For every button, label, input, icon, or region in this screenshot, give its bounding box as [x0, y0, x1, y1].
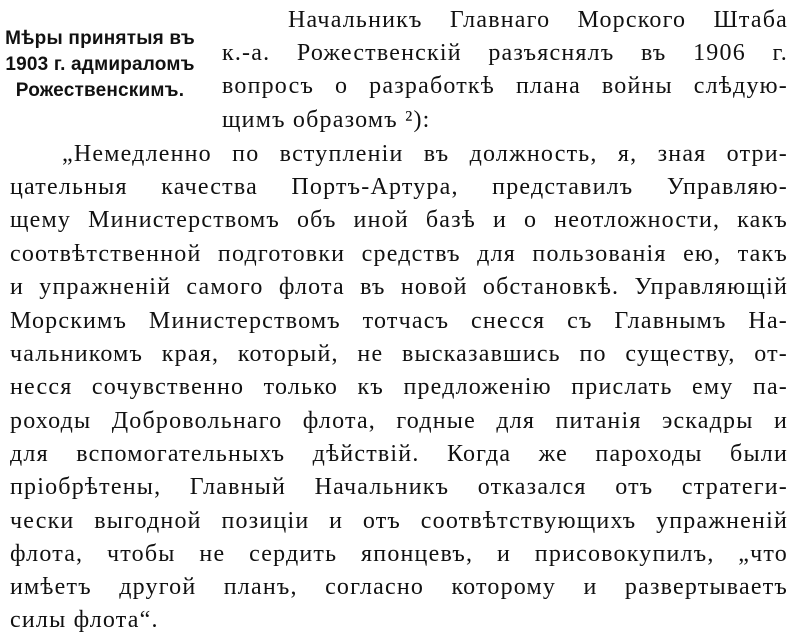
margin-note-line: Рожественскимъ. — [15, 80, 185, 101]
margin-note — [0, 26, 200, 104]
text-line: и упражненій самого флота въ новой обстановкѣ. Управляющій — [10, 274, 788, 300]
text-line: вопросъ о разработкѣ плана войны слѣдую- — [222, 73, 788, 99]
margin-note-line: Мѣры принятыя въ — [5, 28, 195, 49]
text-line: Начальникъ Главнаго Морского Штаба — [288, 7, 788, 33]
text-line: „Немедленно по вступленіи въ должность, я, зная отри- — [62, 141, 788, 167]
text-line: пріобрѣтены, Главный Начальникъ отказался отъ стратеги- — [10, 474, 788, 500]
text-line: к.-а. Рожественскій разъяснялъ въ 1906 г. — [222, 40, 788, 66]
text-line: флота, чтобы не сердить японцевъ, и присовокупилъ, „что — [10, 541, 788, 567]
text-line: соотвѣтственной подготовки средствъ для пользованія ею, такъ — [10, 241, 788, 267]
margin-note-line: 1903 г. адмираломъ — [5, 54, 195, 75]
text-line: силы флота“. — [10, 607, 159, 633]
text-line: цательныя качества Портъ-Артура, представилъ Управляю- — [10, 174, 788, 200]
text-line: щему Министерствомъ объ иной базѣ и о неотложности, какъ — [10, 207, 788, 233]
text-line: чески выгодной позиціи и отъ соотвѣтствующихъ упражненій — [10, 508, 788, 534]
text-line: Морскимъ Министерствомъ тотчасъ снесся съ Главнымъ На- — [10, 308, 788, 334]
text-line: щимъ образомъ ²): — [222, 107, 431, 133]
text-line: имѣетъ другой планъ, согласно которому и развертываетъ — [10, 574, 788, 600]
text-line: несся сочувственно только къ предложенію прислать ему па- — [10, 374, 788, 400]
text-line: роходы Добровольнаго флота, годные для питанія эскадры и — [10, 408, 788, 434]
text-line: для вспомогательныхъ дѣйствій. Когда же пароходы были — [10, 441, 788, 467]
text-line: чальникомъ края, который, не высказавшись по существу, от- — [10, 341, 788, 367]
